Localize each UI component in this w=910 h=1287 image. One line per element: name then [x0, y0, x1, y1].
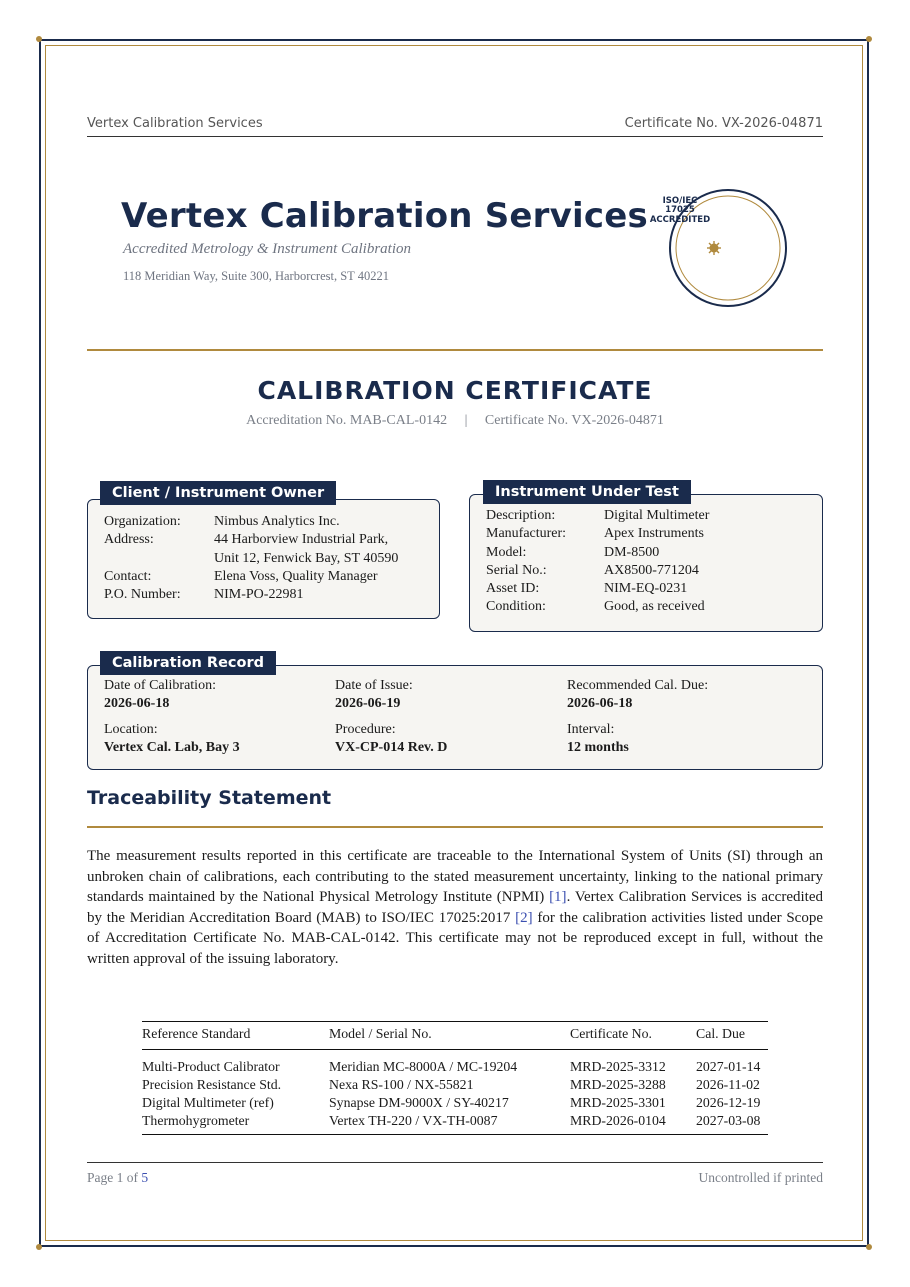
table-cell: Precision Resistance Std. [142, 1077, 282, 1092]
record-recommended-due [567, 677, 708, 713]
table-cell: Synapse DM-9000X / SY-40217 [329, 1095, 509, 1110]
table-cell: 2027-03-08 [696, 1112, 768, 1135]
company-tagline: Accredited Metrology & Instrument Calibration [123, 241, 412, 257]
field-label: Interval: [567, 722, 615, 737]
field-label: P.O. Number: [104, 587, 181, 603]
seal-text-line: ACCREDITED [649, 215, 711, 225]
field-value: AX8500-771204 [604, 562, 699, 578]
column-header: Certificate No. [570, 1022, 696, 1050]
client-row-contact [104, 568, 398, 586]
paragraph-text: The measurement results reported in this certificate are traceable to the International System of Units (SI) through an unbroken chain of calibrations, each contributing to the stated measurement uncertainty, linking to the national primary standards maintained by the National Physical Metrology Institute (NPMI) [87, 848, 823, 905]
record-interval [567, 721, 629, 757]
field-value: Elena Voss, Quality Manager [214, 568, 378, 584]
traceability-paragraph [87, 846, 823, 969]
field-label: Condition: [486, 599, 546, 615]
column-header: Reference Standard [142, 1022, 329, 1050]
traceability-divider [87, 826, 823, 828]
column-header: Cal. Due [696, 1022, 768, 1050]
traceability-heading: Traceability Statement [87, 787, 332, 809]
client-row-address [104, 531, 398, 549]
record-date-of-calibration [104, 677, 216, 713]
company-name: Vertex Calibration Services [121, 196, 648, 236]
paragraph-text: for the calibration activities listed under Scope of Accreditation Certificate No. MAB-CAL-0142. This certificate may not be reproduced except in full, without the written approval of the issuing laboratory. [87, 909, 823, 967]
gold-star-seal-icon [707, 241, 721, 255]
corner-ornament [36, 1244, 42, 1250]
field-value: NIM-PO-22981 [214, 587, 304, 603]
corner-ornament [866, 1244, 872, 1250]
field-label: Contact: [104, 568, 152, 584]
reference-standards-table [142, 1021, 768, 1135]
field-value: 12 months [567, 740, 629, 755]
instrument-row-description [486, 507, 709, 525]
subtitle-separator: | [464, 413, 468, 428]
field-label: Procedure: [335, 722, 396, 737]
seal-text [645, 195, 715, 226]
field-value: Good, as received [604, 599, 705, 615]
table-cell: Thermohygrometer [142, 1112, 329, 1135]
table-row [142, 1076, 768, 1094]
field-label: Location: [104, 722, 158, 737]
seal-text-line: ISO/IEC [662, 196, 698, 206]
table-cell: Meridian MC-8000A / MC-19204 [329, 1059, 518, 1074]
client-row-po-number [104, 586, 398, 604]
record-procedure [335, 721, 447, 757]
accreditation-number: Accreditation No. MAB-CAL-0142 [246, 413, 448, 428]
instrument-row-manufacturer [486, 525, 709, 543]
field-label: Date of Issue: [335, 678, 413, 693]
field-label: Date of Calibration: [104, 678, 216, 693]
field-label [104, 550, 214, 568]
record-date-of-issue [335, 677, 413, 713]
field-value: 2026-06-18 [567, 696, 633, 711]
table-cell: Nexa RS-100 / NX-55821 [329, 1077, 474, 1092]
citation-link[interactable]: [2] [515, 909, 533, 926]
field-value: 44 Harborview Industrial Park, [214, 532, 389, 548]
table-row [142, 1112, 768, 1135]
client-panel-heading: Client / Instrument Owner [100, 481, 336, 505]
certificate-number: Certificate No. VX-2026-04871 [484, 413, 664, 428]
instrument-details [486, 507, 709, 617]
page-indicator [87, 1170, 148, 1186]
field-value: VX-CP-014 Rev. D [335, 740, 448, 755]
field-value: NIM-EQ-0231 [604, 581, 688, 597]
client-details [104, 513, 398, 604]
record-location [104, 721, 240, 757]
corner-ornament [36, 36, 42, 42]
citation-link[interactable]: [1] [549, 889, 567, 905]
field-value: 2026-06-19 [335, 696, 401, 711]
client-row-organization [104, 513, 398, 531]
instrument-panel-heading: Instrument Under Test [483, 480, 691, 504]
field-value: Apex Instruments [604, 526, 704, 542]
instrument-row-serial [486, 562, 709, 580]
instrument-row-asset-id [486, 580, 709, 598]
client-row-address-cont [104, 550, 398, 568]
seal-text-line: 17025 [665, 205, 695, 215]
field-label: Serial No.: [486, 562, 547, 578]
field-value: Vertex Cal. Lab, Bay 3 [104, 740, 240, 755]
certificate-subtitle [87, 413, 823, 429]
page-footer [87, 1162, 823, 1185]
running-header-company: Vertex Calibration Services [87, 116, 263, 131]
page-prefix: Page 1 of [87, 1170, 142, 1185]
field-label: Model: [486, 544, 527, 560]
table-header-row [142, 1022, 768, 1050]
table-cell: MRD-2025-3288 [570, 1077, 666, 1092]
table-cell: Vertex TH-220 / VX-TH-0087 [329, 1112, 570, 1135]
instrument-row-model [486, 544, 709, 562]
field-value: DM-8500 [604, 544, 660, 560]
page-total-link[interactable]: 5 [141, 1170, 149, 1185]
table-cell: MRD-2025-3312 [570, 1059, 666, 1074]
table-cell: MRD-2026-0104 [570, 1112, 696, 1135]
table-cell: MRD-2025-3301 [570, 1095, 666, 1110]
uncontrolled-notice: Uncontrolled if printed [698, 1170, 823, 1185]
table-cell: 2026-11-02 [696, 1077, 760, 1092]
field-value: Unit 12, Fenwick Bay, ST 40590 [214, 550, 399, 566]
field-label: Manufacturer: [486, 526, 567, 542]
field-label: Address: [104, 532, 154, 548]
table-cell: 2026-12-19 [696, 1095, 761, 1110]
table-row [142, 1050, 768, 1077]
corner-ornament [866, 36, 872, 42]
field-value: 2026-06-18 [104, 696, 170, 711]
column-header: Model / Serial No. [329, 1022, 570, 1050]
table-cell: Digital Multimeter (ref) [142, 1095, 274, 1110]
field-label: Description: [486, 508, 556, 523]
field-value: Digital Multimeter [604, 508, 710, 523]
field-label: Recommended Cal. Due: [567, 678, 709, 693]
table-row [142, 1094, 768, 1112]
paragraph-text: . Vertex Calibration Services is accredited by the Meridian Accreditation Board (MAB) to ISO/IEC 17025:2017 [87, 889, 823, 926]
company-address: 118 Meridian Way, Suite 300, Harborcrest, ST 40221 [123, 269, 389, 283]
running-header [87, 116, 823, 137]
calibration-record-heading: Calibration Record [100, 651, 276, 675]
field-label: Asset ID: [486, 581, 540, 597]
field-label: Organization: [104, 514, 181, 529]
letterhead-divider [87, 349, 823, 351]
running-header-certificate: Certificate No. VX-2026-04871 [624, 116, 823, 131]
field-value: Nimbus Analytics Inc. [214, 514, 340, 529]
table-cell: Multi-Product Calibrator [142, 1059, 280, 1074]
certificate-title: CALIBRATION CERTIFICATE [257, 376, 653, 405]
instrument-row-condition [486, 598, 709, 616]
table-cell: 2027-01-14 [696, 1059, 761, 1074]
